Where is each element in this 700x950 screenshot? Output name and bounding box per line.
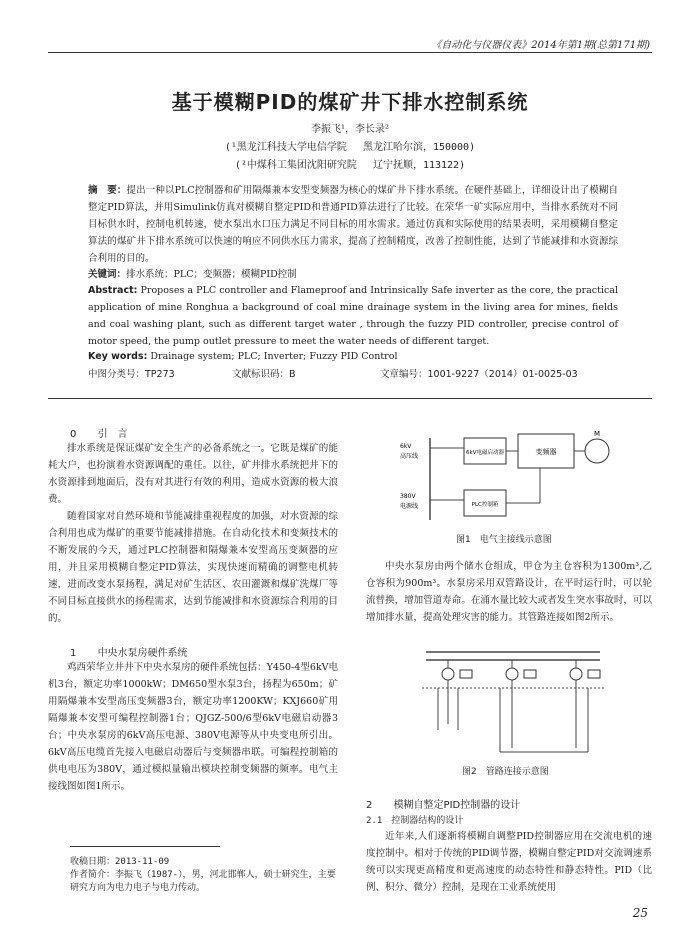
motor-2 [524,670,536,678]
section-1-title: 中央水泵房硬件系统 [97,648,188,659]
label-line1: 高压线 [400,453,419,460]
abstract-en-text: Proposes a PLC controller and Flameproof and Intrinsically Safe inverter as the core, the practical application of mine Ronghua a background of coal mine drainage system in the living area for mines, fields and coal washing plant, such as different target water , through the fuzzy PID controller, precise control of motor speed, the pump outlet pressure to meet the water needs of different target. [88,285,618,347]
motor-3 [588,670,600,678]
article-number: 文章编号：1001-9227（2014）01-0025-03 [380,369,578,380]
section-1-body [48,659,338,795]
affiliation-1: (¹黑龙江科技大学电信学院 黑龙江哈尔滨，150000) [224,142,476,153]
keywords-cn-label: 关键词： [88,269,127,280]
section-2-number: 2 [366,800,373,811]
keywords-en-text: Drainage system; PLC; Inverter; Fuzzy PID Control [150,351,398,362]
pump-3 [570,668,582,680]
paper-authors: 李振飞¹，李长录² [310,124,390,135]
paper-title: 基于模糊PID的煤矿井下排水控制系统 [171,90,529,114]
section-0-body [48,440,338,627]
keywords-en [88,348,618,365]
section-1-heading [70,644,188,659]
pump-2 [506,668,518,680]
section-1-number: 1 [70,648,77,659]
keywords-en-label: Key words: [88,351,148,362]
section-0-heading [70,425,128,440]
abstract-cn [88,182,618,267]
page-number: 25 [632,906,648,920]
author-bio: 作者简介：李振飞（1987-），男，河北邯郸人，硕士研究生，主要研究方向为电力电子与电力传动。 [70,870,336,893]
clc-number: 中图分类号：TP273 [88,369,175,380]
section-2-title: 模糊自整定PID控制器的设计 [393,800,521,811]
label-line2: 电源线 [400,503,419,510]
section-0-paragraph-1: 排水系统是保证煤矿安全生产的必备系统之一。它既是煤矿的能耗大户，也扮演着水资源调配的重任。以往，矿井排水系统把井下的水资源排到地面后，没有对其进行有效的利用，造成水资源的极大浪费。 [48,443,338,505]
section-0-number: 0 [70,429,77,440]
received-date: 收稿日期：2013-11-09 [70,857,170,867]
section-0-paragraph-2: 随着国家对自然环境和节能减排重视程度的加强，对水资源的综合利用也成为煤矿的重要节能减排措施。在自动化技术和变频技术的不断发展的今天，通过PLC控制器和隔爆兼本安型高压变频器的应用，并且采用模糊自整定PID算法，实现快速而精确的调整电机转速，进而改变水泵扬程，满足对矿生活区、农田灌溉和煤矿洗煤厂等不同目标直接供水的扬程需求，达到节能减排和水资源综合利用的目的。 [48,511,338,624]
document-code: 文献标识码：B [232,369,296,380]
right-column-body [366,558,652,626]
abstract-rule [48,398,652,399]
motor-1 [460,670,472,678]
label-starter: 6kV电磁启动器 [466,450,504,456]
section-2-1-body [366,828,652,896]
right-paragraph-1: 中央水泵房由两个储水仓组成，甲仓为主仓容积为1300m³,乙仓容积为900m³。水泵房采用双管路设计，在平时运行时，可以轮流替换，增加管道寿命。在涌水量比较大或者发生突水事故时，可以增加排水量，提高处理灾害的能力。其管路连接如图2所示。 [366,561,652,623]
label-inverter: 变频器 [535,448,557,456]
section-2-1-paragraph-1: 近年来,人们逐渐将模糊自调整PID控制器应用在交流电机的速度控制中。相对于传统的PID调节器，模糊自整定PID对交流调速系统可以实现更高精度和更高速度的动态特性和静态特性。PID（比例、积分、微分）控制，是现在工业系统使用 [366,831,652,893]
label-motor: M [593,430,601,438]
figure-1-caption: 图1 电气主接线示意图 [456,535,552,545]
figure-1-diagram [400,428,614,524]
journal-header: 《自动化与仪器仪表》2014年第1期(总第171期) [431,40,650,51]
keywords-cn-text: 排水系统；PLC；变频器；模糊PID控制 [126,269,297,280]
footnote [70,856,340,895]
figure-2-caption: 图2 管路连接示意图 [462,767,549,777]
abstract-en [88,282,618,350]
section-1-paragraph-1: 鸡西荣华立井井下中央水泵房的硬件系统包括：Y450-4型6kV电机3台，额定功率1000kW；DM650型水泵3台，扬程为650m；矿用隔爆兼本安型高压变频器3台，额定功率1200KW；KXJ660矿用隔爆兼本安型可编程控制器1台；QJGZ-500/6型6kV电磁启动器3台；中央水泵房的6kV高压电源、380V电源等从中央变电所引出。6kV高压电缆首先接入电磁启动器后与变频器串联。可编程控制箱的供电电压为380V，通过模拟量输出模块控制变频器的频率。电气主接线图如图1所示。 [48,662,338,792]
motor-symbol [585,439,609,463]
abstract-cn-label: 摘 要： [88,185,127,196]
abstract-cn-text: 提出一种以PLC控制器和矿用隔爆兼本安型变频器为核心的煤矿井下排水系统。在硬件基础上，详细设计出了模糊自整定PID算法，并用Simulink仿真对模糊自整定PID和普通PID算法进行了比较。在荣华一矿实际应用中，当排水系统对不同目标供水时，控制电机转速，使水泵出水口压力满足不同目标的用水需求。通过仿真和实际使用的结果表明，采用模糊自整定算法的煤矿井下排水系统可以快速的响应不同供水压力需求，提高了控制精度，改善了控制性能，达到了节能减排和水资源综合利用的目的。 [88,185,618,264]
affiliation-2: (²中煤科工集团沈阳研究院 辽宁抚顺，113122) [234,160,466,171]
section-0-title: 引 言 [97,429,128,440]
section-2-heading [366,796,520,811]
figure-2-diagram [420,644,606,756]
pump-1 [442,668,454,680]
footnote-rule [70,846,220,847]
header-rule [48,52,652,53]
label-380v: 380V [400,493,416,500]
abstract-en-label: Abstract: [88,285,138,296]
section-2-1-heading: 2.1 控制器结构的设计 [366,816,464,826]
label-6kv: 6kV [400,443,412,450]
keywords-cn [88,266,618,283]
label-plc: PLC控制箱 [471,502,499,508]
